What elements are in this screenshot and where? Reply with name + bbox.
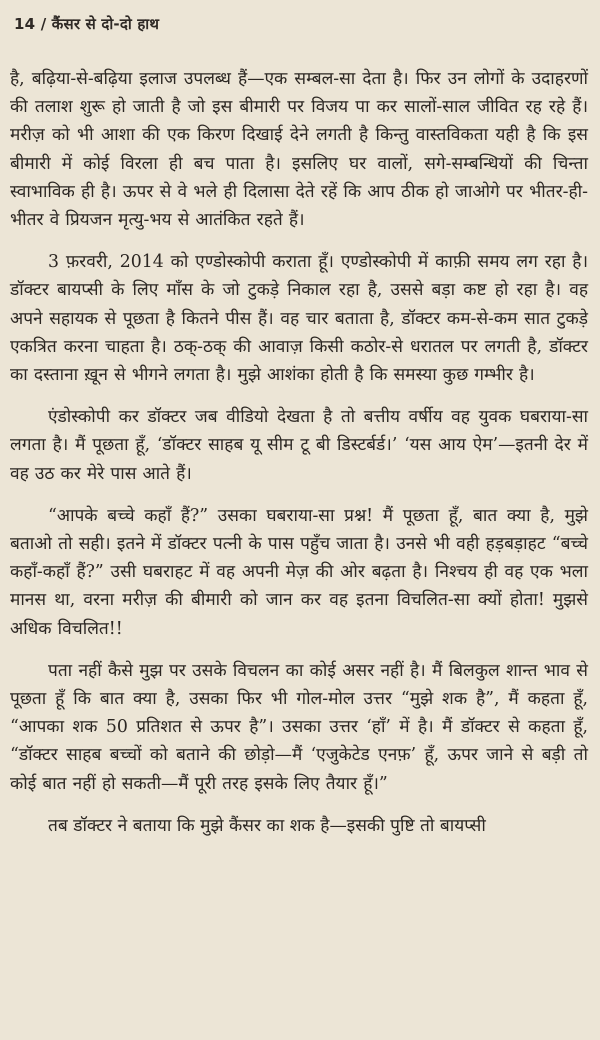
running-head: 14 / कैंसर से दो-दो हाथ [14, 15, 160, 33]
paragraph-6: तब डॉक्टर ने बताया कि मुझे कैंसर का शक है—इसकी पुष्टि तो बायप्सी [48, 815, 486, 836]
paragraph-4: “आपके बच्चे कहाँ हैं?” उसका घबराया-सा प्रश्न! मैं पूछता हूँ, बात क्या है, मुझे बताओ तो सही। इतने में डॉक्टर पत्नी के पास पहुँच जाता है। उनसे भी वही हड़बड़ाहट “बच्चे कहाँ-कहाँ हैं?” उसी घबराहट में वह अपनी मेज़ की ओर बढ़ता है। निश्चय ही वह एक भला मानस था, वरना मरीज़ की बीमारी को जान कर वह इतना विचलित-सा क्यों होता! मुझसे अधिक विचलित!! [10, 505, 588, 639]
paragraph-1: है, बढ़िया-से-बढ़िया इलाज उपलब्ध हैं—एक सम्बल-सा देता है। फिर उन लोगों के उदाहरणों की तलाश शुरू हो जाती है जो इस बीमारी पर विजय पा कर सालों-साल जीवित रह रहे हैं। मरीज़ को भी आशा की एक किरण दिखाई देने लगती है किन्तु वास्तविकता यही है कि इस बीमारी में कोई विरला ही बच पाता है। इसलिए घर वालों, सगे-सम्बन्धियों की चिन्ता स्वाभाविक ही है। ऊपर से वे भले ही दिलासा देते रहें कि आप ठीक हो जाओगे पर भीतर-ही-भीतर वे प्रियजन मृत्यु-भय से आतंकित रहते हैं। [10, 69, 588, 231]
paragraph-2: 3 फ़रवरी, 2014 को एण्डोस्कोपी कराता हूँ। एण्डोस्कोपी में काफ़ी समय लग रहा है। डॉक्टर बायप्सी के लिए माँस के जो टुकड़े निकाल रहा है, उससे बड़ा कष्ट हो रहा है। वह अपने सहायक से पूछता है कितने पीस हैं। वह चार बताता है, डॉक्टर कम-से-कम सात टुकड़े एकत्रित करना चाहता है। ठक्-ठक् की आवाज़ किसी कठोर-से धरातल पर लगती है, डॉक्टर का दस्ताना ख़ून से भीगने लगता है। मुझे आशंका होती है कि समस्या कुछ गम्भीर है। [10, 252, 588, 386]
paragraph-3: एंडोस्कोपी कर डॉक्टर जब वीडियो देखता है तो बत्तीय वर्षीय वह युवक घबराया-सा लगता है। मैं पूछता हूँ, ‘डॉक्टर साहब यू सीम टू बी डिस्टर्बर्ड।’ ‘यस आय ऐम’—इतनी देर में वह उठ कर मेरे पास आते हैं। [10, 407, 588, 484]
paragraph-5: पता नहीं कैसे मुझ पर उसके विचलन का कोई असर नहीं है। मैं बिलकुल शान्त भाव से पूछता हूँ कि बात क्या है, उसका फिर भी गोल-मोल उत्तर “मुझे शक है”, मैं कहता हूँ, “आपका शक 50 प्रतिशत से ऊपर है”। उसका उत्तर ‘हाँ’ में है। मैं डॉक्टर से कहता हूँ, “डॉक्टर साहब बच्चों को बताने की छोड़ो—मैं ‘एजुकेटेड एनफ़’ हूँ, ऊपर जाने से बड़ी तो कोई बात नहीं हो सकती—मैं पूरी तरह इसके लिए तैयार हूँ।” [10, 660, 588, 794]
